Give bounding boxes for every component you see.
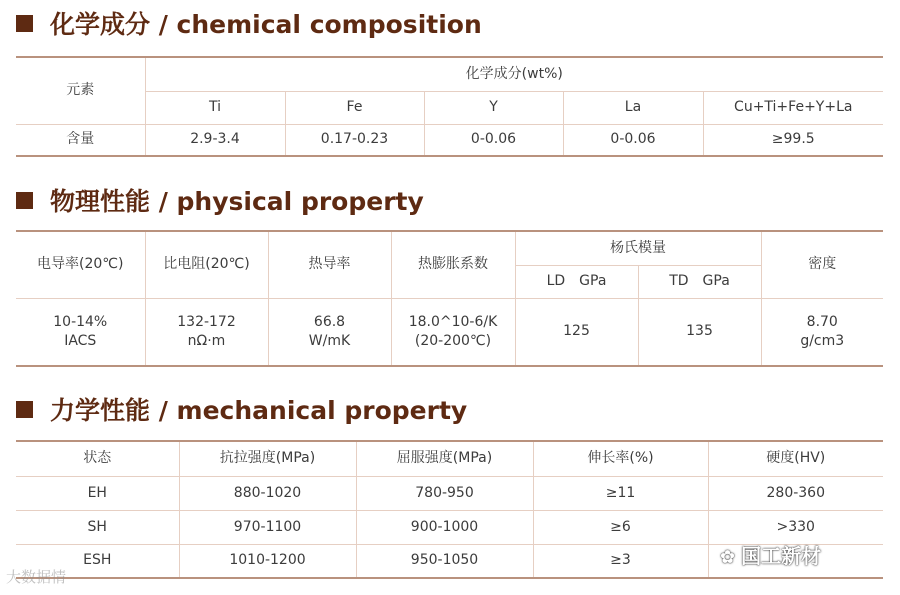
yield-cell: 900-1000 (356, 510, 533, 544)
element-col-la: La (563, 91, 703, 124)
element-header: 元素 (16, 57, 145, 124)
conductivity-unit: IACS (64, 332, 97, 349)
content-y: 0-0.06 (424, 124, 563, 156)
tensile-cell: 1010-1200 (179, 544, 356, 578)
chemical-title-text: 化学成分 / chemical composition (50, 10, 482, 39)
state-cell: ESH (16, 544, 179, 578)
element-col-ti: Ti (145, 91, 285, 124)
state-cell: SH (16, 510, 179, 544)
wechat-icon: ✿ (720, 547, 736, 568)
hardness-header: 硬度(HV) (708, 441, 883, 476)
modulus-ld-value: 125 (515, 298, 638, 366)
elongation-cell: ≥6 (533, 510, 708, 544)
density-number: 8.70 (806, 313, 838, 330)
title-square-icon (16, 15, 33, 32)
resistivity-number: 132-172 (177, 313, 236, 330)
state-cell: EH (16, 476, 179, 510)
content-fe: 0.17-0.23 (285, 124, 424, 156)
thermal-conductivity-unit: W/mK (308, 332, 351, 349)
tensile-cell: 970-1100 (179, 510, 356, 544)
element-col-total: Cu+Ti+Fe+Y+La (703, 91, 883, 124)
tensile-header: 抗拉强度(MPa) (179, 441, 356, 476)
content-la: 0-0.06 (563, 124, 703, 156)
density-value (761, 298, 883, 366)
title-square-icon (16, 401, 33, 418)
mechanical-section-title (16, 392, 467, 426)
physical-title-text: 物理性能 / physical property (50, 187, 424, 216)
density-header: 密度 (761, 231, 883, 298)
yield-cell: 780-950 (356, 476, 533, 510)
watermark-left (6, 566, 66, 587)
thermal-conductivity-number: 66.8 (313, 313, 346, 330)
density-unit: g/cm3 (800, 332, 845, 349)
expansion-range: (20-200℃) (414, 332, 492, 349)
content-total: ≥99.5 (703, 124, 883, 156)
title-square-icon (16, 192, 33, 209)
content-ti: 2.9-3.4 (145, 124, 285, 156)
expansion-number: 18.0^10-6/K (408, 313, 498, 330)
watermark-left-text: 大数据情 (6, 568, 67, 586)
chemical-section-title (16, 6, 482, 40)
composition-group-header: 化学成分(wt%) (145, 57, 883, 91)
yield-cell: 950-1050 (356, 544, 533, 578)
tensile-cell: 880-1020 (179, 476, 356, 510)
conductivity-value (16, 298, 145, 366)
state-header: 状态 (16, 441, 179, 476)
expansion-header: 热膨胀系数 (391, 231, 515, 298)
modulus-td-header: TD GPa (638, 265, 761, 298)
thermal-conductivity-value (268, 298, 391, 366)
hardness-cell: 280-360 (708, 476, 883, 510)
resistivity-value (145, 298, 268, 366)
table-row (16, 510, 883, 544)
modulus-td-value: 135 (638, 298, 761, 366)
yield-header: 屈服强度(MPa) (356, 441, 533, 476)
elongation-cell: ≥11 (533, 476, 708, 510)
hardness-cell: >330 (708, 510, 883, 544)
conductivity-number: 10-14% (53, 313, 108, 330)
elongation-cell: ≥3 (533, 544, 708, 578)
resistivity-header: 比电阻(20℃) (145, 231, 268, 298)
chemical-composition-table (16, 56, 883, 157)
content-row-label: 含量 (16, 124, 145, 156)
element-col-y: Y (424, 91, 563, 124)
modulus-ld-header: LD GPa (515, 265, 638, 298)
mechanical-title-text: 力学性能 / mechanical property (50, 396, 468, 425)
element-col-fe: Fe (285, 91, 424, 124)
expansion-value (391, 298, 515, 366)
conductivity-header: 电导率(20℃) (16, 231, 145, 298)
watermark-right (720, 540, 821, 569)
elongation-header: 伸长率(%) (533, 441, 708, 476)
resistivity-unit: nΩ·m (187, 332, 226, 349)
thermal-conductivity-header: 热导率 (268, 231, 391, 298)
physical-section-title (16, 183, 424, 217)
modulus-header: 杨氏模量 (515, 231, 761, 265)
table-row (16, 476, 883, 510)
watermark-right-text: 国工新材 (741, 544, 822, 568)
physical-property-table (16, 230, 883, 367)
